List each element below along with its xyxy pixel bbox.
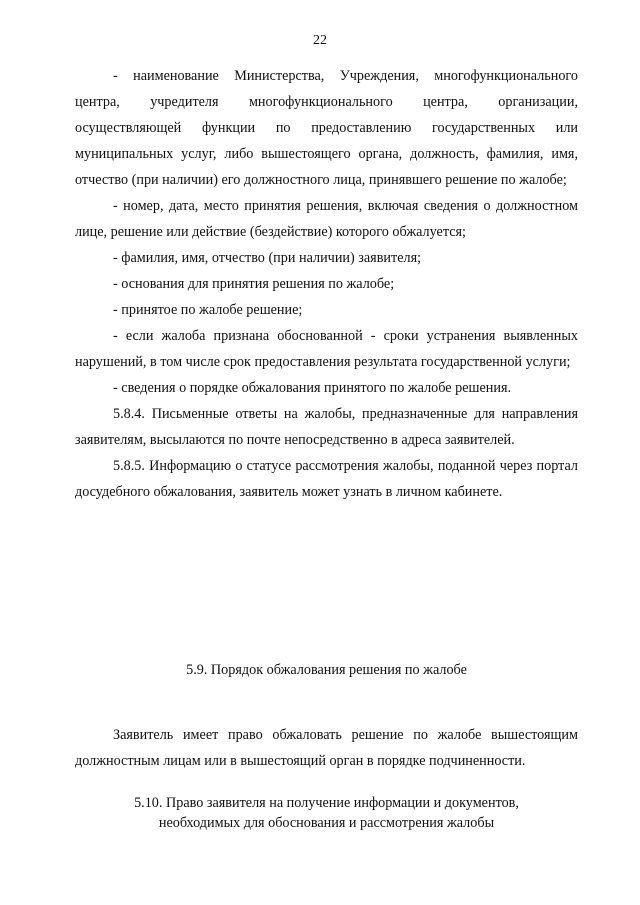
- paragraph-official-name: - наименование Министерства, Учреждения, многофункционального центра, учредителя многофункционального центра, организации, осуществляющей функции по предоставлению государственных или муниципальных услуг, либо вышестоящего органа, должность, фамилия, имя, отчество (при наличии) его должностного лица, принявшего решение по жалобе;: [75, 68, 578, 188]
- section-heading-5-10-line1: 5.10. Право заявителя на получение информации и документов,: [134, 795, 519, 811]
- paragraph-5-8-4: 5.8.4. Письменные ответы на жалобы, предназначенные для направления заявителям, высылаются по почте непосредственно в адреса заявителей.: [75, 406, 578, 448]
- paragraph-appeal-procedure: - сведения о порядке обжалования принятого по жалобе решения.: [113, 380, 512, 396]
- section-heading-5-10: [75, 793, 578, 833]
- document-body: [75, 63, 578, 505]
- paragraph-remedy-terms: - если жалоба признана обоснованной - сроки устранения выявленных нарушений, в том числе срок предоставления результата государственной услуги;: [75, 328, 578, 370]
- section-heading-5-9: 5.9. Порядок обжалования решения по жалобе: [186, 662, 467, 678]
- paragraph-5-8-5: 5.8.5. Информацию о статусе рассмотрения жалобы, поданной через портал досудебного обжалования, заявитель может узнать в личном кабинете.: [75, 458, 578, 500]
- section-heading-5-10-line2: необходимых для обоснования и рассмотрения жалобы: [158, 815, 495, 831]
- page-number: 22: [313, 33, 327, 48]
- paragraph-5-9-text: Заявитель имеет право обжаловать решение по жалобе вышестоящим должностным лицам или в вышестоящий орган в порядке подчиненности.: [75, 727, 578, 770]
- paragraph-applicant-name: - фамилия, имя, отчество (при наличии) заявителя;: [113, 250, 422, 266]
- paragraph-decision-taken: - принятое по жалобе решение;: [113, 302, 303, 318]
- paragraph-decision-grounds: - основания для принятия решения по жалобе;: [113, 276, 395, 292]
- paragraph-decision-details: - номер, дата, место принятия решения, включая сведения о должностном лице, решение или действие (бездействие) которого обжалуется;: [75, 198, 578, 240]
